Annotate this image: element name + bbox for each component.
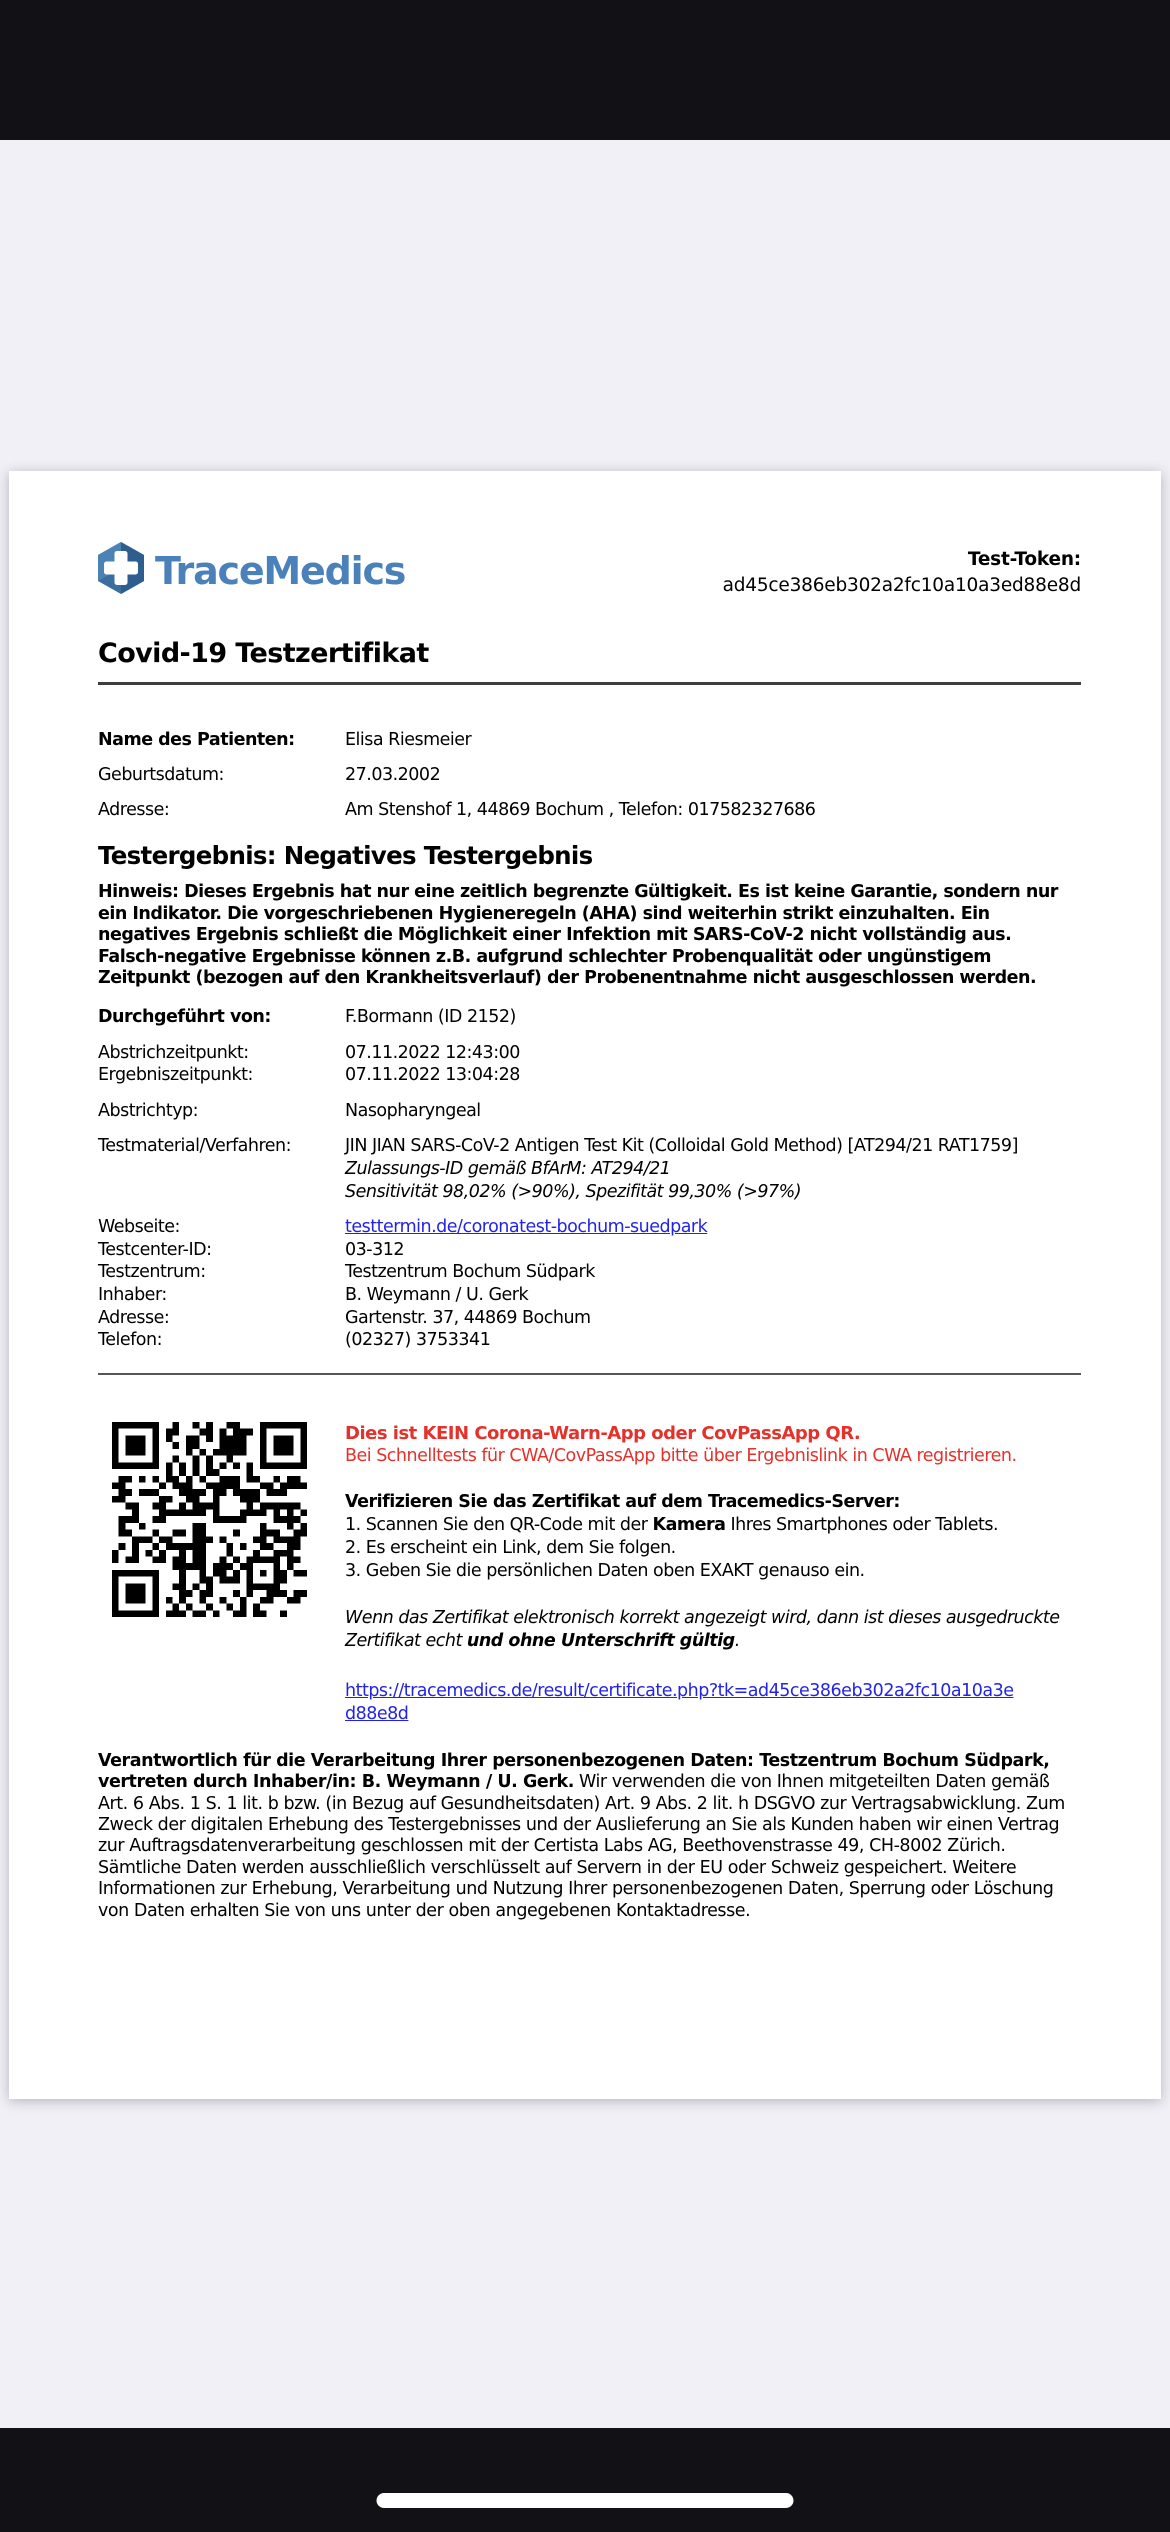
bottom-bar [0,2428,1170,2532]
field-row [98,1042,1081,1065]
field-label [98,1158,345,1181]
field-value: JIN JIAN SARS-CoV-2 Antigen Test Kit (Colloidal Gold Method) [AT294/21 RAT1759] [345,1136,1018,1157]
detail-group [98,1216,1081,1352]
brand-name: TraceMedics [155,549,406,593]
qr-section [98,1422,1081,1726]
field-row [98,1006,1081,1029]
field-value: Elisa Riesmeier [345,730,472,750]
field-label: Abstrichtyp: [98,1100,199,1121]
verify-heading: Verifizieren Sie das Zertifikat auf dem Tracemedics-Server: [345,1491,900,1512]
field-value: 07.11.2022 13:04:28 [345,1065,520,1086]
certificate-link-row [345,1680,1022,1726]
certificate-link[interactable]: https://tracemedics.de/result/certificate.php?tk=ad45ce386eb302a2fc10a10a3ed88e8d [345,1680,1014,1724]
field-label: Durchgeführt von: [98,1006,271,1027]
home-indicator[interactable] [377,2493,794,2508]
field-value: Nasopharyngeal [345,1100,481,1121]
detail-group [98,1006,1081,1029]
field-row [98,1100,1081,1123]
field-value: 27.03.2002 [345,765,441,785]
document-header [98,542,1081,600]
field-value: Testzentrum Bochum Südpark [345,1262,595,1283]
verify-steps [345,1514,1081,1583]
field-row [98,1261,1081,1284]
website-link[interactable]: testtermin.de/coronatest-bochum-suedpark [345,1217,708,1238]
field-row [98,1064,1081,1087]
field-value: Zulassungs-ID gemäß BfArM: AT294/21 [345,1158,671,1179]
field-value: (02327) 3753341 [345,1330,491,1351]
divider [98,682,1081,685]
qr-instructions [345,1422,1081,1726]
field-label: Webseite: [98,1217,180,1238]
field-row [98,1135,1081,1158]
field-row [98,729,1081,751]
field-row [98,1181,1081,1204]
field-row [98,1307,1081,1330]
test-token-value: ad45ce386eb302a2fc10a10a3ed88e8d [722,575,1081,596]
field-label [98,1181,345,1204]
field-label: Name des Patienten: [98,730,295,750]
field-value: 03-312 [345,1239,404,1260]
qr-warning-line2: Bei Schnelltests für CWA/CovPassApp bitte über Ergebnislink in CWA registrieren. [345,1445,1017,1466]
signature-note: Wenn das Zertifikat elektronisch korrekt angezeigt wird, dann ist dieses ausgedruckte Zertifikat echt und ohne Unterschrift gültig. [345,1607,1060,1651]
field-row [98,764,1081,786]
status-bar [0,0,1170,140]
field-label: Ergebniszeitpunkt: [98,1065,253,1086]
test-token-label: Test-Token: [967,549,1081,570]
certificate-page [9,471,1161,2099]
verify-step: 3. Geben Sie die persönlichen Daten oben EXAKT genauso ein. [345,1560,865,1581]
privacy-paragraph: Verantwortlich für die Verarbeitung Ihrer personenbezogenen Daten: Testzentrum Bochum Südpark, vertreten durch Inhaber/in: B. Weymann / U. Gerk. Wir verwenden die von Ihnen mitgeteilten Daten gemäß Art. 6 Abs. 1 S. 1 lit. b bzw. (in Bezug auf Gesundheitsdaten) Art. 9 Abs. 2 lit. h DSGVO zur Vertragsabwicklung. Zum Zweck der digitalen Erhebung des Testergebnisses und der Auslieferung an Sie als Kunden haben wir einen Vertrag zur Auftragsdatenverarbeitung geschlossen mit der Certista Labs AG, Beethovenstrasse 49, CH-8002 Zürich. Sämtliche Daten werden ausschließlich verschlüsselt auf Servern in der EU oder Schweiz gespeichert. Weitere Informationen zur Erhebung, Verarbeitung und Nutzung Ihrer personenbezogenen Daten, Sperrung oder Löschung von Daten erhalten Sie von uns unter der oben angegebenen Kontaktadresse. [98,1750,1065,1921]
field-label: Abstrichzeitpunkt: [98,1042,249,1063]
qr-code [112,1422,307,1617]
test-details [98,1006,1081,1352]
detail-group [98,1135,1081,1203]
detail-group [98,1100,1081,1123]
field-value: Am Stenshof 1, 44869 Bochum , Telefon: 017582327686 [345,800,816,820]
validity-notice: Hinweis: Dieses Ergebnis hat nur eine zeitlich begrenzte Gültigkeit. Es ist keine Garantie, sondern nur ein Indikator. Die vorgeschriebenen Hygieneregeln (AHA) sind weiterhin strikt einzuhalten. Ein negatives Ergebnis schließt die Möglichkeit einer Infektion mit SARS-CoV-2 nicht vollständig aus. Falsch-negative Ergebnisse können z.B. aufgrund schlechter Probenqualität oder ungünstigem Zeitpunkt (bezogen auf den Krankheitsverlauf) der Probenentnahme nicht ausgeschlossen werden. [98,882,1058,989]
qr-warning-bold: Dies ist KEIN Corona-Warn-App oder CovPassApp QR. [345,1422,861,1444]
field-value [345,1216,1081,1239]
verify-step: 2. Es erscheint ein Link, dem Sie folgen. [345,1537,676,1558]
field-label: Adresse: [98,800,170,820]
cross-hexagon-icon [98,542,144,600]
field-label: Geburtsdatum: [98,765,224,785]
field-label: Inhaber: [98,1284,167,1305]
divider [98,1373,1081,1375]
field-row [98,799,1081,821]
field-value: B. Weymann / U. Gerk [345,1284,529,1305]
field-value: F.Bormann (ID 2152) [345,1006,516,1027]
field-value: Sensitivität 98,02% (>90%), Spezifität 99,30% (>97%) [345,1181,802,1202]
field-label: Telefon: [98,1330,162,1351]
field-label: Testcenter-ID: [98,1239,212,1260]
field-label: Adresse: [98,1307,170,1328]
field-row [98,1284,1081,1307]
brand-logo [98,542,405,600]
field-value: Gartenstr. 37, 44869 Bochum [345,1307,591,1328]
field-row [98,1158,1081,1181]
result-heading: Testergebnis: Negatives Testergebnis [98,841,593,870]
patient-info [98,729,1081,821]
detail-group [98,1042,1081,1087]
test-token-block [723,542,1081,599]
field-value: 07.11.2022 12:43:00 [345,1042,520,1063]
field-row [98,1216,1081,1239]
field-row [98,1329,1081,1352]
page-title: Covid-19 Testzertifikat [98,638,429,669]
field-row [98,1239,1081,1262]
verify-step: 1. Scannen Sie den QR-Code mit der Kamera Ihres Smartphones oder Tablets. [345,1514,999,1535]
field-label: Testzentrum: [98,1262,206,1283]
field-label: Testmaterial/Verfahren: [98,1136,292,1157]
